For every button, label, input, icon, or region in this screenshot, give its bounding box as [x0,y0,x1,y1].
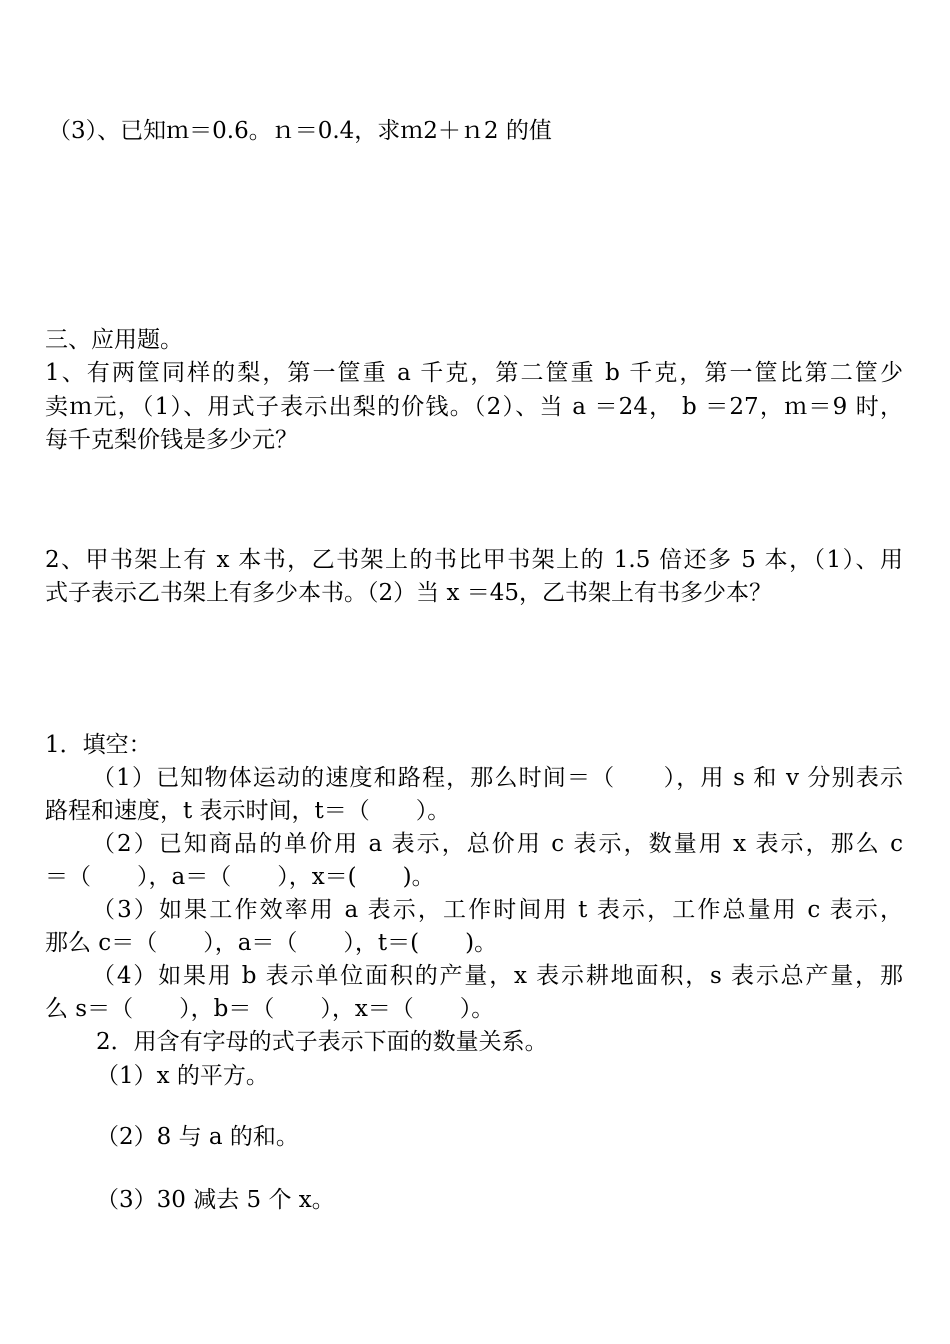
express-item-3: （3）30 减去 5 个 x。 [96,1187,335,1213]
fill-item-3-line2: 那么 c＝（ ），a＝（ ），t＝( )。 [45,930,498,956]
fill-item-1-line1: （1）已知物体运动的速度和路程，那么时间＝（ ），用 s 和 v 分别表示 [92,765,903,791]
question-part2-3: （3）、已知ｍ＝0.6。ｎ＝0.4，求ｍ2＋ｎ2 的值 [48,118,552,144]
application-q1-line3: 每千克梨价钱是多少元？ [45,427,298,453]
express-heading: 2．用含有字母的式子表示下面的数量关系。 [96,1029,548,1055]
application-q1-line1: 1、有两筐同样的梨，第一筐重 a 千克，第二筐重 b 千克，第一筐比第二筐少 [45,360,903,386]
express-item-1: （1）x 的平方。 [96,1063,269,1089]
fill-item-3-line1: （3）如果工作效率用 a 表示，工作时间用 t 表示，工作总量用 c 表示， [92,897,903,923]
section-heading-application: 三、应用题。 [45,327,183,353]
application-q2-line1: 2、甲书架上有 x 本书，乙书架上的书比甲书架上的 1.5 倍还多 5 本，（1）、用 [45,547,903,573]
application-q1-line2: 卖ｍ元，（1）、用式子表示出梨的价钱。（2）、当 a ＝24， b ＝27，ｍ＝9 时， [45,394,903,420]
fill-blank-heading: 1．填空： [45,732,152,758]
fill-item-2-line1: （2）已知商品的单价用 a 表示，总价用 c 表示，数量用 x 表示，那么 c [92,831,903,857]
application-q2-line2: 式子表示乙书架上有多少本书。（2）当 x ＝45，乙书架上有书多少本？ [45,580,772,606]
fill-item-4-line2: 么 s＝（ ），b＝（ ），x＝（ ）。 [45,996,495,1022]
fill-item-4-line1: （4）如果用 b 表示单位面积的产量，x 表示耕地面积，s 表示总产量，那 [92,963,903,989]
express-item-2: （2）8 与 a 的和。 [96,1124,299,1150]
fill-item-1-line2: 路程和速度，t 表示时间，t＝（ ）。 [45,798,451,824]
fill-item-2-line2: ＝（ ），a＝（ ），x＝( )。 [45,864,435,890]
